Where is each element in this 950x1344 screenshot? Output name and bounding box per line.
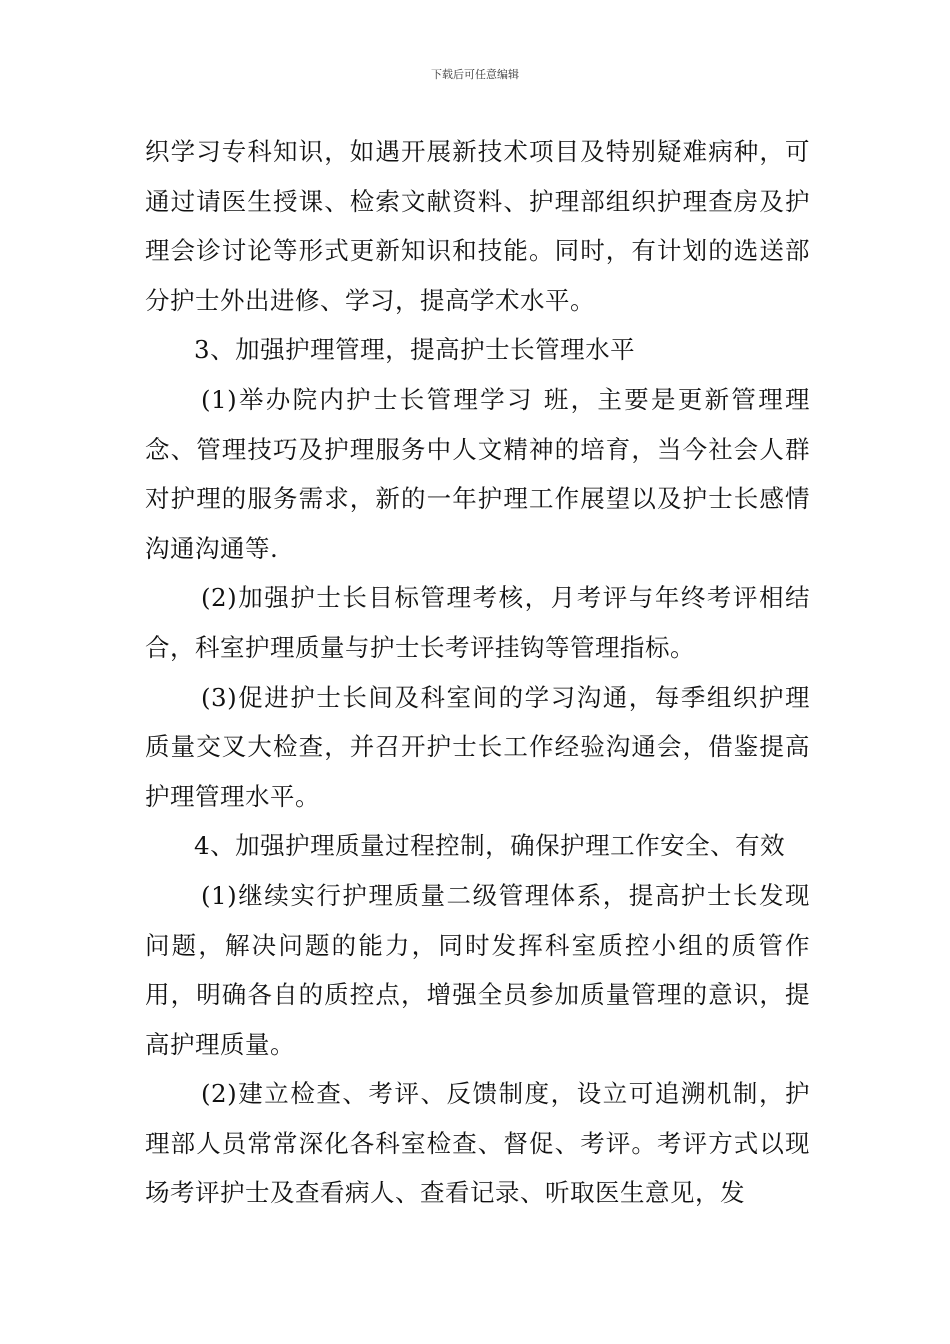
paragraph-3-3: (3)促进护士长间及科室间的学习沟通，每季组织护理质量交叉大检查，并召开护士长工作经验沟通会，借鉴提高护理管理水平。: [145, 682, 810, 811]
paragraph-4-2: (2)建立检查、考评、反馈制度，设立可追溯机制，护理部人员常常深化各科室检查、督促、考评。考评方式以现场考评护士及查看病人、查看记录、听取医生意见，发: [145, 1079, 810, 1208]
section-heading-4: 4、加强护理质量过程控制，确保护理工作安全、有效: [194, 831, 786, 861]
paragraph-continuation: 织学习专科知识，如遇开展新技术项目及特别疑难病种，可通过请医生授课、检索文献资料、护理部组织护理查房及护理会诊讨论等形式更新知识和技能。同时，有计划的选送部分护士外出进修、学习，提高学术水平。: [145, 137, 810, 315]
page-header: 下载后可任意编辑: [431, 68, 519, 81]
section-heading-3: 3、加强护理管理，提高护士长管理水平: [194, 335, 636, 365]
document-body: [145, 127, 810, 1218]
paragraph-3-2: (2)加强护士长目标管理考核，月考评与年终考评相结合，科室护理质量与护士长考评挂钩等管理指标。: [145, 583, 810, 662]
paragraph-4-1: (1)继续实行护理质量二级管理体系，提高护士长发现问题，解决问题的能力，同时发挥科室质控小组的质管作用，明确各自的质控点，增强全员参加质量管理的意识，提高护理质量。: [145, 880, 810, 1059]
paragraph-3-1: (1)举办院内护士长管理学习 班，主要是更新管理理念、管理技巧及护理服务中人文精神的培育，当今社会人群对护理的服务需求，新的一年护理工作展望以及护士长感情沟通沟通等.: [145, 384, 810, 563]
